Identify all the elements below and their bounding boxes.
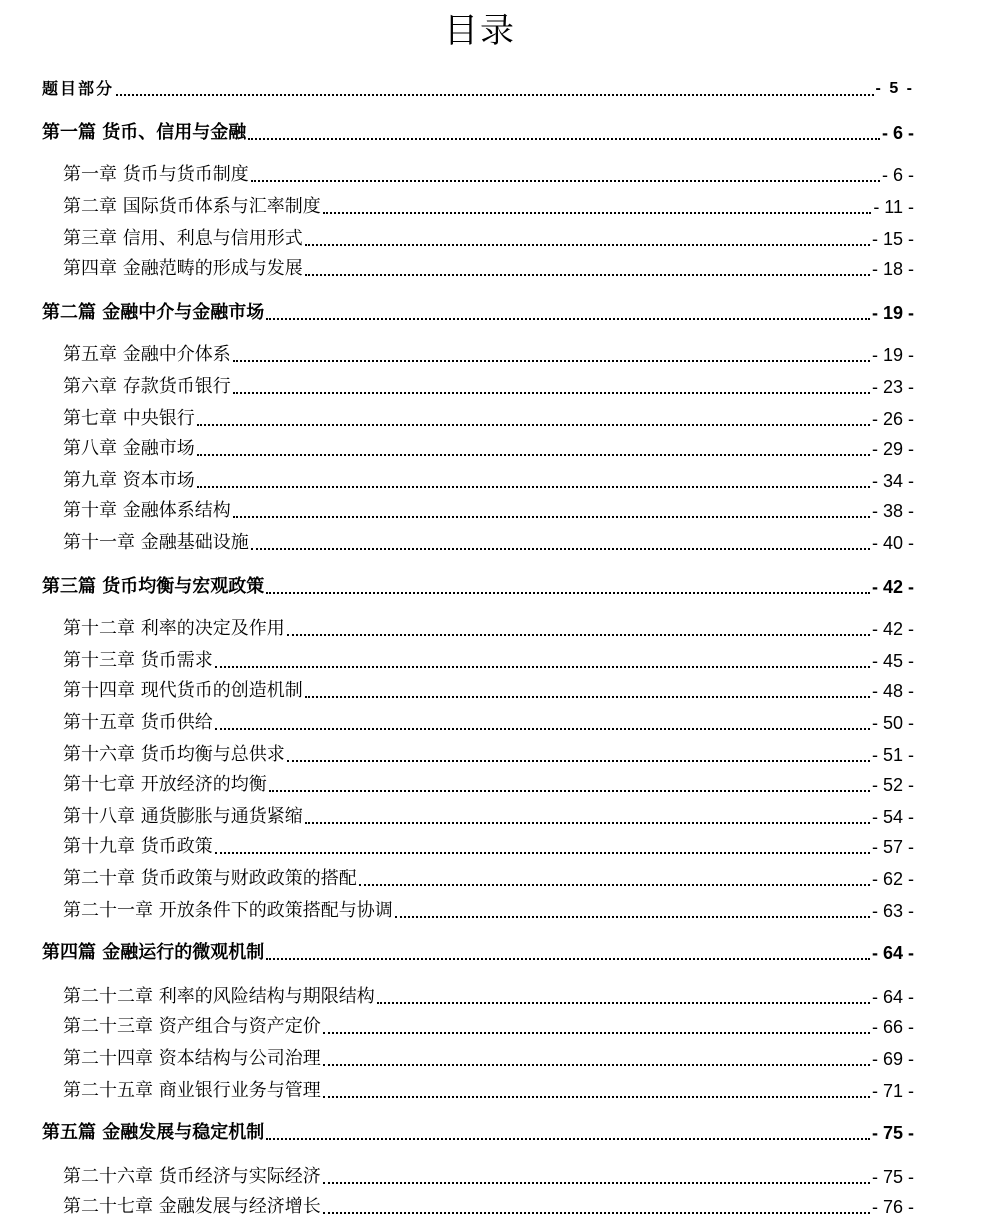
toc-chapter-17[interactable] [63,772,914,798]
toc-entry-title: 第十章 金融体系结构 [63,500,231,521]
toc-chapter-24[interactable] [63,1046,914,1072]
toc-entry-title: 第六章 存款货币银行 [63,376,231,397]
toc-entry-title: 第二十一章 开放条件下的政策搭配与协调 [63,900,393,921]
toc-entry-title: 第十八章 通货膨胀与通货紧缩 [63,806,303,827]
toc-entry-title: 第二十四章 资本结构与公司治理 [63,1048,321,1069]
toc-entry-title: 第三章 信用、利息与信用形式 [63,228,303,249]
dot-leader [233,498,870,524]
toc-chapter-9[interactable] [63,468,914,494]
dot-leader [233,342,870,368]
toc-page-number: - 5 - [875,80,914,97]
toc-page-number: - 54 - [871,807,914,827]
toc-page-number: - 42 - [871,619,914,639]
toc-chapter-20[interactable] [63,866,914,892]
toc-page-number: - 62 - [871,869,914,889]
dot-leader [251,162,880,188]
dot-leader [215,834,870,860]
dot-leader [287,616,870,642]
toc-page-number: - 75 - [871,1167,914,1187]
dot-leader [197,468,870,494]
toc-entry-title: 第七章 中央银行 [63,408,195,429]
toc-entry-title: 第十四章 现代货币的创造机制 [63,680,303,701]
dot-leader [266,940,870,966]
toc-entry-title: 第二十五章 商业银行业务与管理 [63,1080,321,1101]
toc-page-number: - 18 - [871,259,914,279]
dot-leader [323,1046,870,1072]
dot-leader [323,1164,870,1190]
toc-entry-title: 第五章 金融中介体系 [63,344,231,365]
toc-page-number: - 45 - [871,651,914,671]
toc-entry-title: 第十三章 货币需求 [63,650,213,671]
toc-page-number: - 42 - [871,577,914,597]
toc-chapter-12[interactable] [63,616,914,642]
dot-leader [395,898,870,924]
toc-part-5[interactable] [42,1120,914,1146]
toc-page-number: - 71 - [871,1081,914,1101]
dot-leader [323,1078,870,1104]
toc-entry-title: 第十六章 货币均衡与总供求 [63,744,285,765]
toc-page-number: - 69 - [871,1049,914,1069]
toc-page-number: - 23 - [871,377,914,397]
toc-page-number: - 64 - [871,943,914,963]
toc-entry-title: 第二十六章 货币经济与实际经济 [63,1166,321,1187]
toc-entry-title: 第十二章 利率的决定及作用 [63,618,285,639]
toc-chapter-13[interactable] [63,648,914,674]
toc-part-4[interactable] [42,940,914,966]
dot-leader [305,804,870,830]
toc-entry-problems[interactable] [42,76,914,102]
dot-leader [377,984,870,1010]
toc-page-number: - 57 - [871,837,914,857]
dot-leader [323,1014,870,1040]
toc-page-number: - 76 - [871,1197,914,1217]
toc-page-number: - 50 - [871,713,914,733]
toc-chapter-14[interactable] [63,678,914,704]
dot-leader [215,648,870,674]
toc-page-number: - 34 - [871,471,914,491]
toc-chapter-23[interactable] [63,1014,914,1040]
toc-page-number: - 19 - [871,303,914,323]
toc-chapter-27[interactable] [63,1194,914,1220]
toc-page-number: - 19 - [871,345,914,365]
toc-page-number: - 64 - [871,987,914,1007]
toc-chapter-18[interactable] [63,804,914,830]
dot-leader [305,256,870,282]
toc-entry-title: 第三篇 货币均衡与宏观政策 [42,576,265,597]
toc-entry-title: 第二章 国际货币体系与汇率制度 [63,196,321,217]
toc-entry-title: 第一章 货币与货币制度 [63,164,249,185]
toc-page-number: - 48 - [871,681,914,701]
toc-page-number: - 38 - [871,501,914,521]
dot-leader [266,574,870,600]
toc-chapter-19[interactable] [63,834,914,860]
dot-leader [248,120,880,146]
toc-chapter-22[interactable] [63,984,914,1010]
toc-entry-title: 第十九章 货币政策 [63,836,213,857]
toc-entry-title: 第九章 资本市场 [63,470,195,491]
toc-entry-title: 第二十七章 金融发展与经济增长 [63,1196,321,1217]
toc-chapter-21[interactable] [63,898,914,924]
toc-part-1[interactable] [42,120,914,146]
toc-entry-title: 第四篇 金融运行的微观机制 [42,942,265,963]
dot-leader [233,374,870,400]
toc-chapter-6[interactable] [63,374,914,400]
toc-page-number: - 51 - [871,745,914,765]
dot-leader [323,1194,870,1220]
toc-chapter-5[interactable] [63,342,914,368]
toc-page-number: - 29 - [871,439,914,459]
toc-entry-title: 第八章 金融市场 [63,438,195,459]
toc-chapter-8[interactable] [63,436,914,462]
toc-chapter-15[interactable] [63,710,914,736]
toc-entry-title: 第四章 金融范畴的形成与发展 [63,258,303,279]
toc-entry-title: 第十一章 金融基础设施 [63,532,249,553]
toc-page-number: - 63 - [871,901,914,921]
dot-leader [269,772,870,798]
dot-leader [305,678,870,704]
toc-page-number: - 75 - [871,1123,914,1143]
toc-chapter-25[interactable] [63,1078,914,1104]
dot-leader [197,436,870,462]
toc-page-number: - 40 - [871,533,914,553]
toc-chapter-7[interactable] [63,406,914,432]
toc-chapter-3[interactable] [63,226,914,252]
dot-leader [323,194,872,220]
toc-entry-title: 第五篇 金融发展与稳定机制 [42,1122,265,1143]
toc-page-number: - 11 - [873,197,914,217]
toc-chapter-16[interactable] [63,742,914,768]
toc-entry-title: 第二十章 货币政策与财政政策的搭配 [63,868,357,889]
toc-entry-title: 题目部分 [42,79,115,98]
toc-page-number: - 6 - [881,123,914,143]
toc-entry-title: 第二十二章 利率的风险结构与期限结构 [63,986,375,1007]
dot-leader [251,530,870,556]
dot-leader [287,742,870,768]
toc-entry-title: 第十五章 货币供给 [63,712,213,733]
toc-page-number: - 66 - [871,1017,914,1037]
toc-page-number: - 6 - [881,165,914,185]
dot-leader [266,300,870,326]
toc-chapter-10[interactable] [63,498,914,524]
toc-chapter-1[interactable] [63,162,914,188]
toc-chapter-26[interactable] [63,1164,914,1190]
dot-leader [197,406,870,432]
dot-leader [305,226,870,252]
toc-page-number: - 26 - [871,409,914,429]
toc-chapter-2[interactable] [63,194,914,220]
toc-part-3[interactable] [42,574,914,600]
toc-chapter-4[interactable] [63,256,914,282]
toc-entry-title: 第一篇 货币、信用与金融 [42,122,247,143]
toc-page-number: - 52 - [871,775,914,795]
toc-entry-title: 第十七章 开放经济的均衡 [63,774,267,795]
dot-leader [359,866,870,892]
dot-leader [215,710,870,736]
toc-page-number: - 15 - [871,229,914,249]
toc-entry-title: 第二十三章 资产组合与资产定价 [63,1016,321,1037]
toc-part-2[interactable] [42,300,914,326]
toc-entry-title: 第二篇 金融中介与金融市场 [42,302,265,323]
dot-leader [266,1120,870,1146]
dot-leader [116,76,874,102]
page-title: 目录 [444,11,516,51]
toc-chapter-11[interactable] [63,530,914,556]
